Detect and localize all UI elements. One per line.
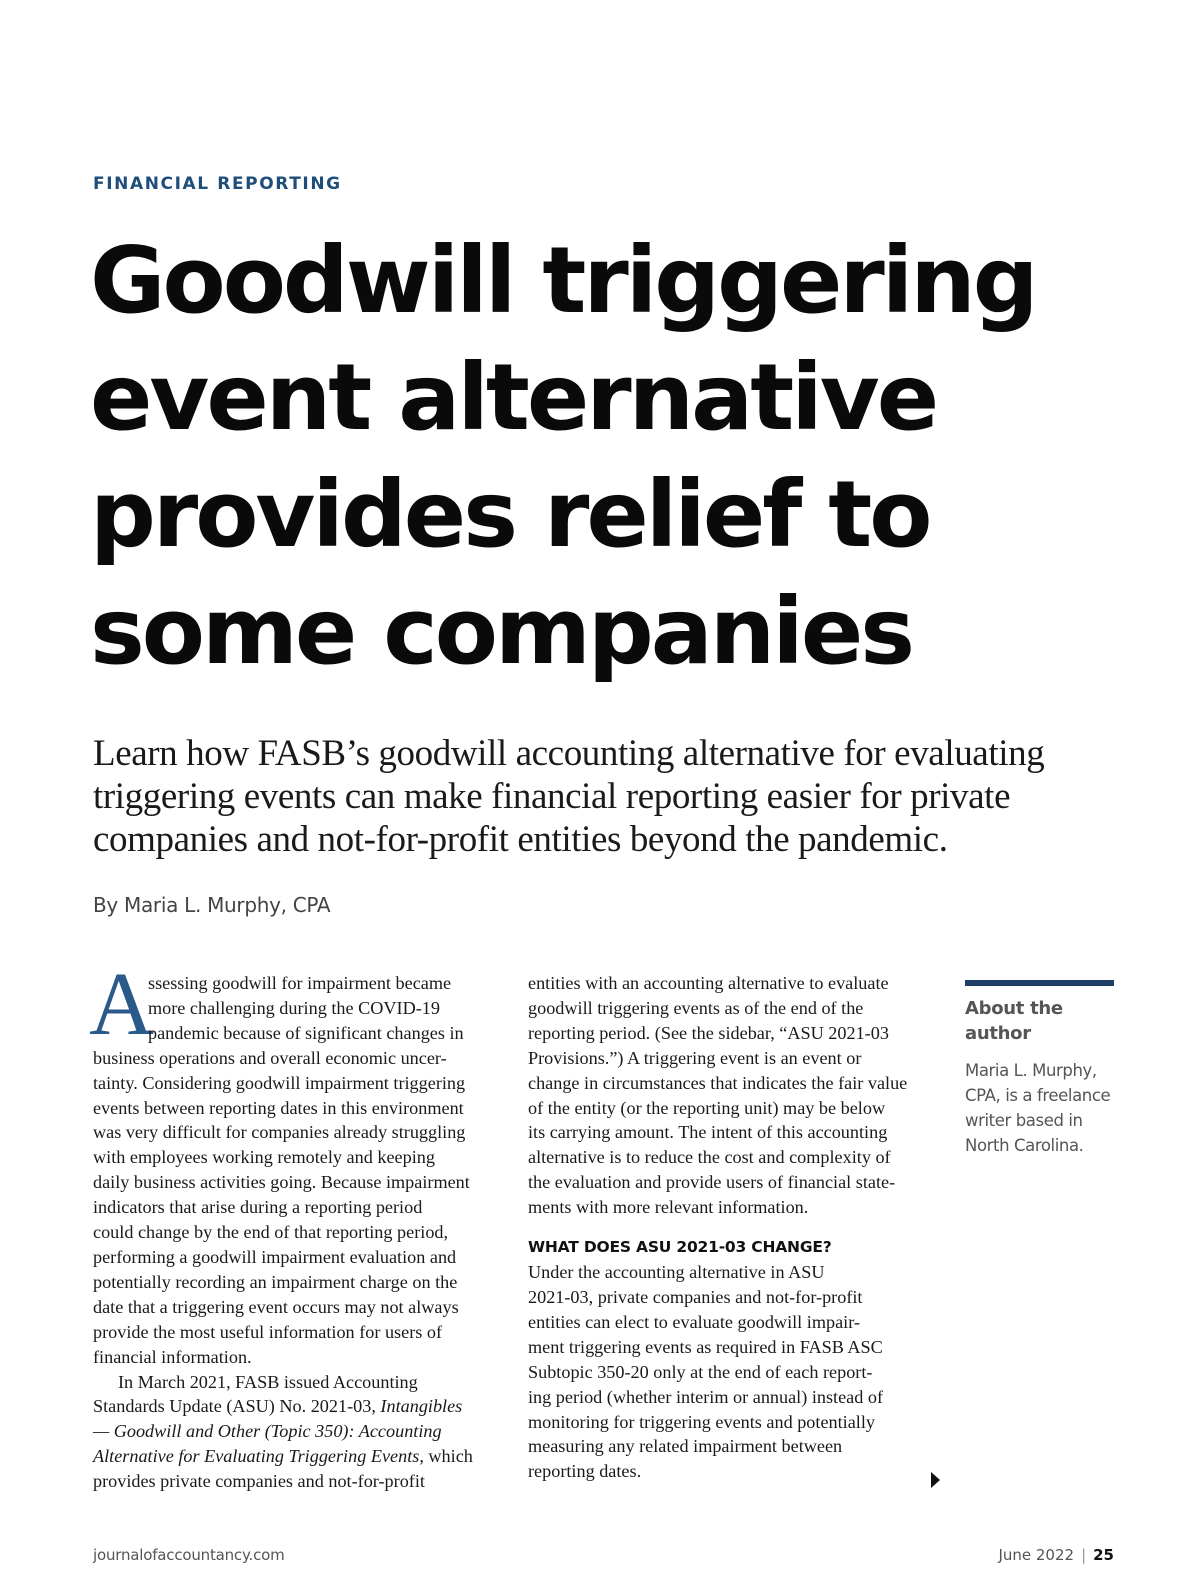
article-column-2 <box>528 971 948 1484</box>
body-line: 2021-03, private companies and not-for-profit <box>528 1286 863 1307</box>
headline <box>90 222 1150 690</box>
headline-line: some companies <box>90 578 912 685</box>
body-line <box>93 1419 513 1444</box>
body-line: Subtopic 350-20 only at the end of each report- <box>528 1361 873 1382</box>
deck <box>93 732 1113 861</box>
headline-line: provides relief to <box>90 461 930 568</box>
body-line: of the entity (or the reporting unit) may be below <box>528 1097 886 1118</box>
body-line: measuring any related impairment between <box>528 1436 843 1457</box>
headline-line: event alternative <box>90 344 937 451</box>
body-line: its carrying amount. The intent of this accounting <box>528 1122 888 1143</box>
body-line: ing period (whether interim or annual) instead of <box>528 1386 884 1407</box>
headline-line: Goodwill triggering <box>90 227 1036 334</box>
body-text: , which <box>419 1446 473 1467</box>
drop-cap: A <box>89 955 154 1054</box>
sidebar-title-line: About the <box>965 998 1063 1019</box>
body-line: reporting period. (See the sidebar, “ASU 2021-03 <box>528 1022 889 1043</box>
footer-issue <box>998 1546 1114 1564</box>
section-label: FINANCIAL REPORTING <box>93 174 342 194</box>
body-line: financial information. <box>93 1346 252 1367</box>
triangle-right-icon <box>931 1472 940 1488</box>
citation-title: Alternative for Evaluating Triggering Events <box>93 1446 420 1467</box>
author-bio <box>965 1058 1115 1158</box>
body-line: tainty. Considering goodwill impairment triggering <box>93 1072 466 1093</box>
footer-url: journalofaccountancy.com <box>93 1546 285 1564</box>
body-line: alternative is to reduce the cost and complexity of <box>528 1147 891 1168</box>
article-column-1 <box>93 971 513 1494</box>
sidebar-title <box>965 996 1115 1046</box>
body-line: was very difficult for companies already struggling <box>93 1122 466 1143</box>
body-line: potentially recording an impairment charge on the <box>93 1271 458 1292</box>
sidebar-rule <box>965 980 1114 986</box>
body-text: Standards Update (ASU) No. 2021-03, <box>93 1396 381 1417</box>
body-line: reporting dates. <box>528 1461 642 1482</box>
body-line: Provisions.”) A triggering event is an event or <box>528 1047 862 1068</box>
body-line: ssessing goodwill for impairment became <box>148 973 452 993</box>
section-subhead: WHAT DOES ASU 2021-03 CHANGE? <box>528 1238 832 1257</box>
footer-separator: | <box>1081 1546 1087 1564</box>
body-line: entities can elect to evaluate goodwill impair- <box>528 1311 860 1332</box>
deck-line: triggering events can make financial reporting easier for private <box>93 776 1011 817</box>
body-line: Under the accounting alternative in ASU <box>528 1262 825 1283</box>
body-line: goodwill triggering events as of the end of the <box>528 997 864 1018</box>
body-line: daily business activities going. Because impairment <box>93 1172 470 1193</box>
body-line <box>93 1444 513 1469</box>
page-number: 25 <box>1093 1546 1114 1564</box>
body-line: ments with more relevant information. <box>528 1197 809 1218</box>
deck-line: Learn how FASB’s goodwill accounting alternative for evaluating <box>93 733 1045 774</box>
body-line <box>93 1394 513 1419</box>
body-line: pandemic because of significant changes in <box>148 1022 464 1043</box>
deck-line: companies and not-for-profit entities beyond the pandemic. <box>93 819 948 860</box>
sidebar-title-line: author <box>965 1023 1031 1044</box>
body-line: date that a triggering event occurs may not always <box>93 1296 459 1317</box>
body-line: could change by the end of that reporting period, <box>93 1222 449 1243</box>
body-line: performing a goodwill impairment evaluation and <box>93 1246 457 1267</box>
body-line: entities with an accounting alternative to evaluate <box>528 973 889 993</box>
citation-title: Intangibles <box>380 1396 463 1417</box>
body-line: monitoring for triggering events and potentially <box>528 1411 876 1432</box>
body-line: provide the most useful information for users of <box>93 1321 443 1342</box>
body-line: In March 2021, FASB issued Accounting <box>118 1371 418 1392</box>
body-line: events between reporting dates in this environment <box>93 1097 464 1118</box>
body-line: the evaluation and provide users of financial state- <box>528 1172 896 1193</box>
byline: By Maria L. Murphy, CPA <box>93 893 331 917</box>
body-line: business operations and overall economic uncer- <box>93 1047 447 1068</box>
author-bio-line: Maria L. Murphy, <box>965 1061 1097 1080</box>
citation-title: — Goodwill and Other (Topic 350): Accounting <box>93 1421 442 1442</box>
body-line: provides private companies and not-for-profit <box>93 1471 425 1492</box>
body-line: more challenging during the COVID-19 <box>148 997 440 1018</box>
author-bio-line: writer based in <box>965 1111 1083 1130</box>
body-line: with employees working remotely and keeping <box>93 1147 435 1168</box>
body-line: indicators that arise during a reporting period <box>93 1197 423 1218</box>
body-line: change in circumstances that indicates the fair value <box>528 1072 908 1093</box>
author-bio-line: CPA, is a freelance <box>965 1086 1111 1105</box>
body-line: ment triggering events as required in FASB ASC <box>528 1336 883 1357</box>
author-bio-line: North Carolina. <box>965 1136 1084 1155</box>
issue-date: June 2022 <box>998 1546 1075 1564</box>
